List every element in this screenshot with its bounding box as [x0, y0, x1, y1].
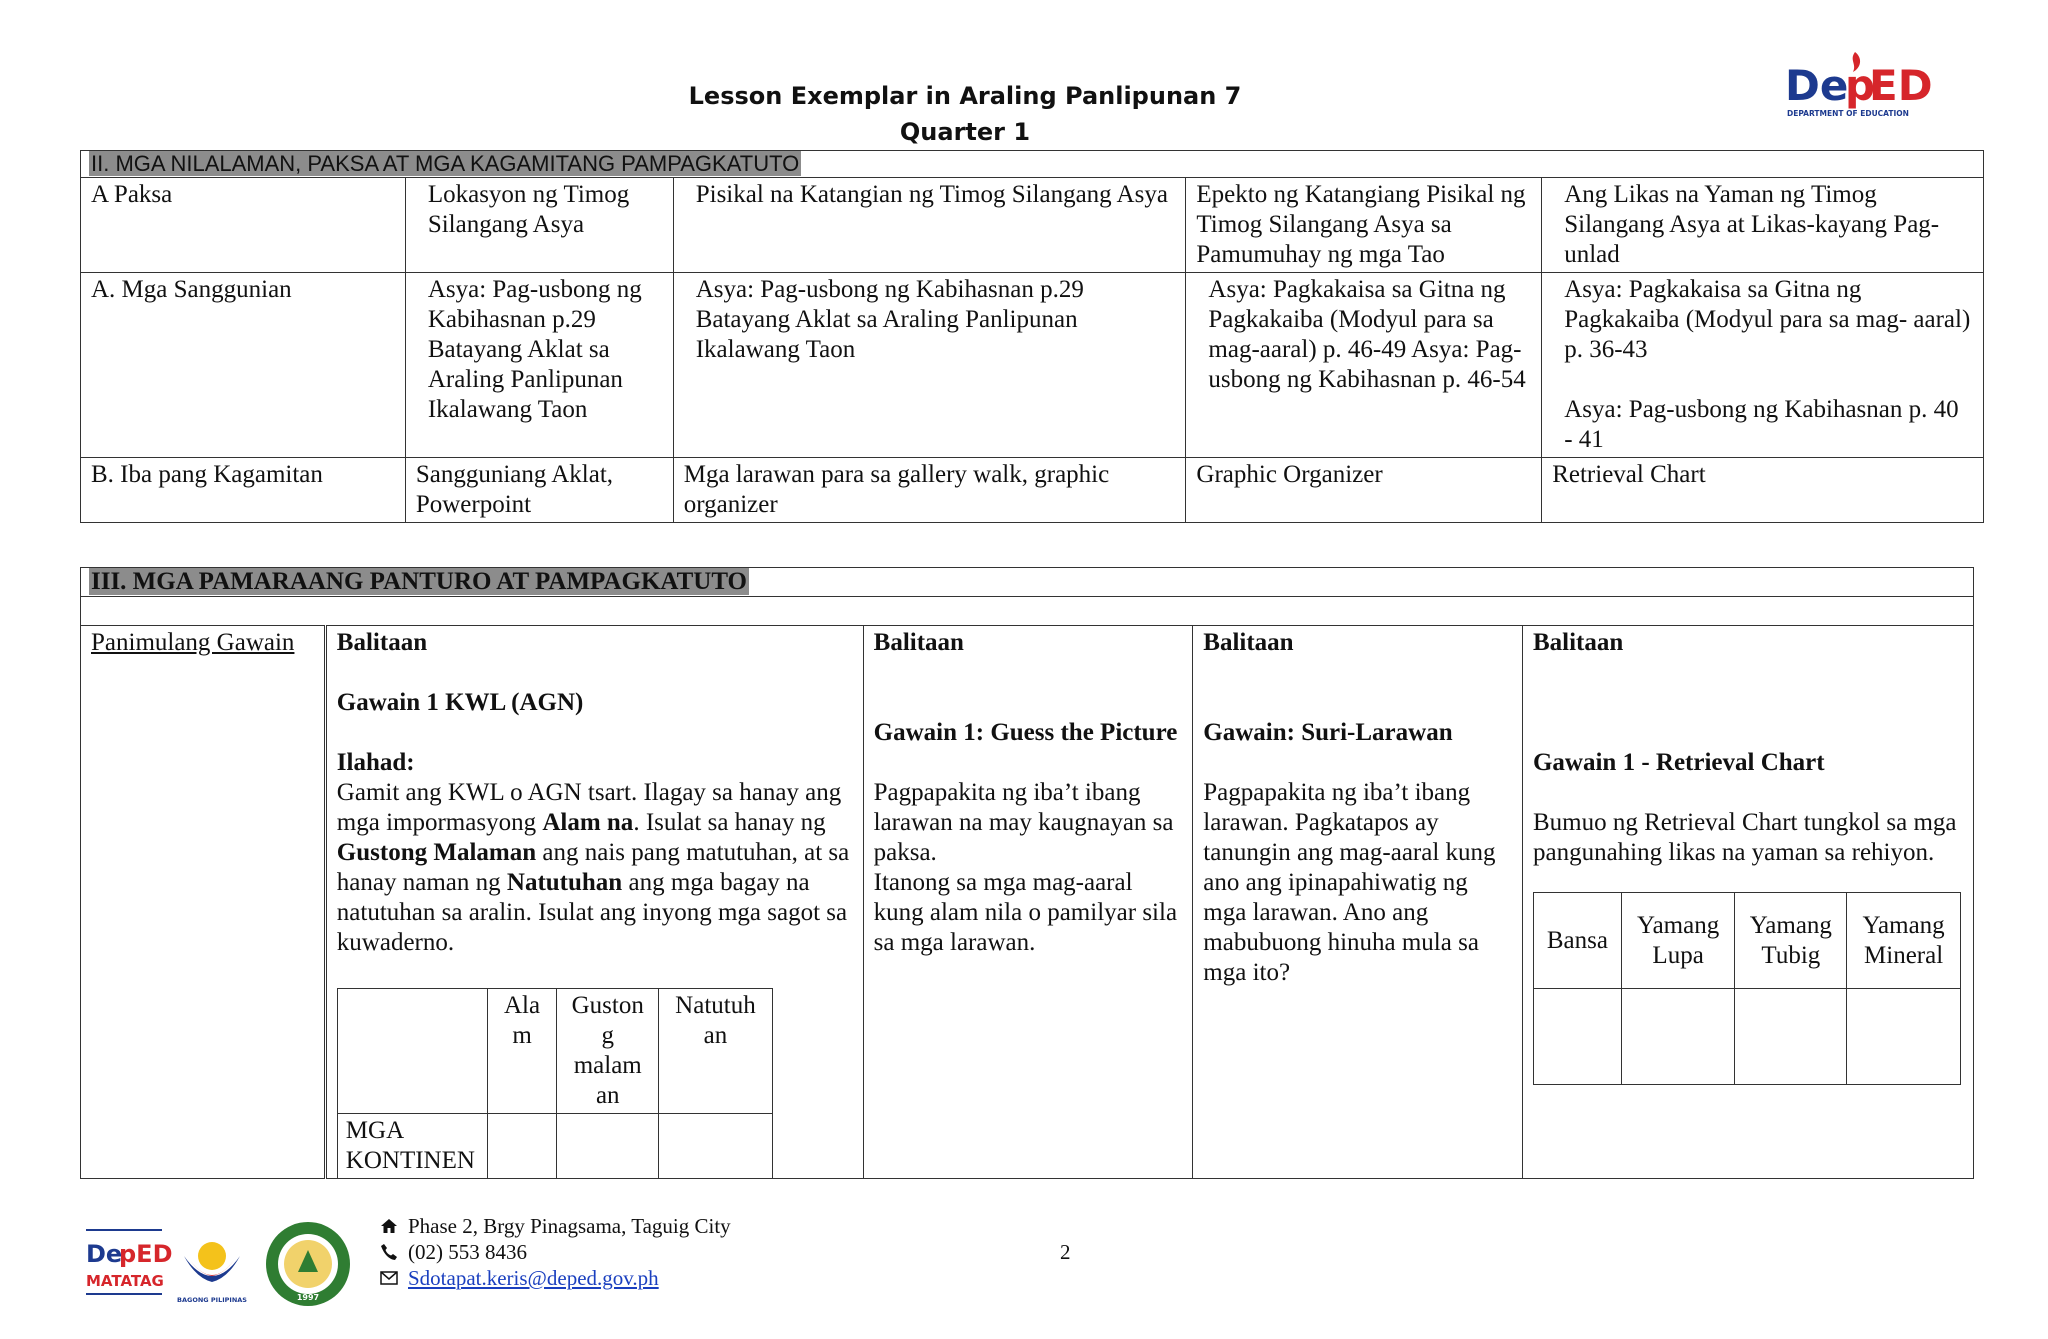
retrieval-cell — [1847, 989, 1961, 1085]
balitaan-label: Balitaan — [1532, 629, 1624, 656]
kwl-header: Natutuh an — [659, 989, 773, 1114]
table-cell: Mga larawan para sa gallery walk, graphic organizer — [673, 458, 1186, 523]
activity-cell-kwl — [325, 626, 863, 1179]
table-cell: Lokasyon ng Timog Silangang Asya — [405, 178, 673, 273]
table-cell: Asya: Pagkakaisa sa Gitna ng Pagkakaiba (Modyul para sa mag-aaral) p. 46-49 Asya: Pag-usbong ng Kabihasnan p. 46-54 — [1186, 273, 1542, 458]
kwl-header: Ala m — [487, 989, 557, 1114]
email-link[interactable]: Sdotapat.keris@deped.gov.ph — [408, 1266, 659, 1290]
table-cell: Graphic Organizer — [1186, 458, 1542, 523]
kwl-row-label: MGA KONTINEN — [337, 1114, 487, 1179]
content-table — [80, 150, 1984, 523]
retrieval-cell — [1533, 989, 1621, 1085]
table-row — [81, 626, 1974, 1179]
svg-text:1997: 1997 — [296, 1293, 320, 1302]
activity-text: Pagpapakita ng iba’t ibang larawan na may kaugnayan sa paksa. — [873, 779, 1174, 866]
email-line — [380, 1265, 731, 1291]
balitaan-label: Balitaan — [1203, 629, 1294, 656]
instruction-text: Gamit ang KWL o AGN tsart. Ilagay sa hanay ang mga impormasyong Alam na. Isulat sa hanay ng Gustong Malaman ang nais pang matutuhan, at sa hanay naman ng Natutuhan ang mga bagay na natutuhan sa aralin. Isulat ang inyong mga sagot sa kuwaderno. — [336, 779, 850, 956]
kwl-header: Guston g malam an — [557, 989, 659, 1114]
table-row — [81, 273, 1984, 458]
section-heading: III. MGA PAMARAANG PANTURO AT PAMPAGKATUTO — [81, 568, 1974, 597]
table-cell: Epekto ng Katangiang Pisikal ng Timog Silangang Asya sa Pamumuhay ng mga Tao — [1186, 178, 1542, 273]
retrieval-chart-table — [1533, 892, 1961, 1085]
row-label: Panimulang Gawain — [81, 626, 326, 1179]
svg-text:BAGONG PILIPINAS: BAGONG PILIPINAS — [177, 1296, 247, 1304]
page-number: 2 — [1060, 1240, 1071, 1264]
kwl-cell — [557, 1114, 659, 1179]
activity-cell-guess — [863, 626, 1193, 1179]
reference-text: Asya: Pagkakaisa sa Gitna ng Pagkakaiba (Modyul para sa mag- aaral) p. 36-43 — [1564, 276, 1971, 363]
activity-cell-suri — [1193, 626, 1523, 1179]
table-row — [81, 458, 1984, 523]
footer-contact — [380, 1213, 731, 1291]
svg-text:p: p — [1845, 61, 1876, 110]
kwl-cell — [487, 1114, 557, 1179]
svg-text:De: De — [1785, 61, 1849, 110]
phone-icon — [380, 1243, 398, 1261]
activity-title: Gawain 1 KWL (AGN) — [336, 689, 584, 716]
kwl-table — [337, 988, 773, 1179]
activity-title: Gawain 1 - Retrieval Chart — [1532, 749, 1825, 776]
table-cell: Retrieval Chart — [1542, 458, 1984, 523]
document-subtitle: Quarter 1 — [899, 118, 1031, 146]
activity-text: Itanong sa mga mag-aaral kung alam nila o pamilyar sila sa mga larawan. — [873, 869, 1178, 956]
svg-text:ED: ED — [1869, 61, 1933, 110]
school-seal — [264, 1220, 352, 1308]
blank-row — [81, 597, 1974, 626]
address-line: Phase 2, Brgy Pinagsama, Taguig City — [380, 1213, 731, 1239]
table-cell: Asya: Pag-usbong ng Kabihasnan p.29 Batayang Aklat sa Araling Panlipunan Ikalawang Taon — [405, 273, 673, 458]
procedure-table — [80, 567, 1974, 1179]
kwl-header-blank — [337, 989, 487, 1114]
home-icon — [380, 1217, 398, 1235]
row-label: B. Iba pang Kagamitan — [81, 458, 406, 523]
envelope-icon — [380, 1271, 398, 1285]
activity-text: Pagpapakita ng iba’t ibang larawan. Pagkatapos ay tanungin ang mag-aaral kung ano ang ipinapahiwatig ng mga larawan. Ano ang mabubuong hinuha mula sa mga ito? — [1203, 779, 1496, 986]
row-label: A. Mga Sanggunian — [81, 273, 406, 458]
svg-text:DEPARTMENT OF EDUCATION: DEPARTMENT OF EDUCATION — [1787, 109, 1909, 118]
activity-cell-retrieval — [1522, 626, 1973, 1179]
retrieval-header: Yamang Mineral — [1847, 893, 1961, 989]
retrieval-header: Bansa — [1533, 893, 1621, 989]
retrieval-header: Yamang Lupa — [1621, 893, 1735, 989]
balitaan-label: Balitaan — [873, 629, 964, 656]
svg-text:pED: pED — [119, 1240, 173, 1268]
deped-logo — [1783, 48, 1933, 128]
table-cell: Sangguniang Aklat, Powerpoint — [405, 458, 673, 523]
activity-title: Gawain 1: Guess the Picture — [873, 719, 1178, 746]
section-heading: II. MGA NILALAMAN, PAKSA AT MGA KAGAMITANG PAMPAGKATUTO — [81, 151, 1984, 178]
table-row — [81, 178, 1984, 273]
retrieval-header: Yamang Tubig — [1735, 893, 1847, 989]
table-cell: Asya: Pag-usbong ng Kabihasnan p.29 Batayang Aklat sa Araling Panlipunan Ikalawang Taon — [673, 273, 1186, 458]
retrieval-cell — [1621, 989, 1735, 1085]
kwl-cell — [659, 1114, 773, 1179]
table-cell: Pisikal na Katangian ng Timog Silangang Asya — [673, 178, 1186, 273]
bagong-pilipinas-logo — [172, 1226, 252, 1306]
row-label: A Paksa — [81, 178, 406, 273]
svg-text:MATATAG: MATATAG — [86, 1272, 164, 1290]
activity-text: Bumuo ng Retrieval Chart tungkol sa mga pangunahing likas na yaman sa rehiyon. — [1532, 809, 1957, 866]
reference-text: Asya: Pag-usbong ng Kabihasnan p. 40 - 41 — [1564, 396, 1959, 453]
activity-title: Gawain: Suri-Larawan — [1203, 719, 1453, 746]
document-title: Lesson Exemplar in Araling Panlipunan 7 — [688, 82, 1242, 110]
phone-line: (02) 553 8436 — [380, 1239, 731, 1265]
table-cell — [1542, 273, 1984, 458]
retrieval-cell — [1735, 989, 1847, 1085]
table-cell: Ang Likas na Yaman ng Timog Silangang Asya at Likas-kayang Pag-unlad — [1542, 178, 1984, 273]
balitaan-label: Balitaan — [336, 629, 428, 656]
deped-matatag-logo — [84, 1228, 173, 1304]
instruction-label: Ilahad: — [336, 749, 415, 776]
svg-text:De: De — [86, 1240, 123, 1268]
